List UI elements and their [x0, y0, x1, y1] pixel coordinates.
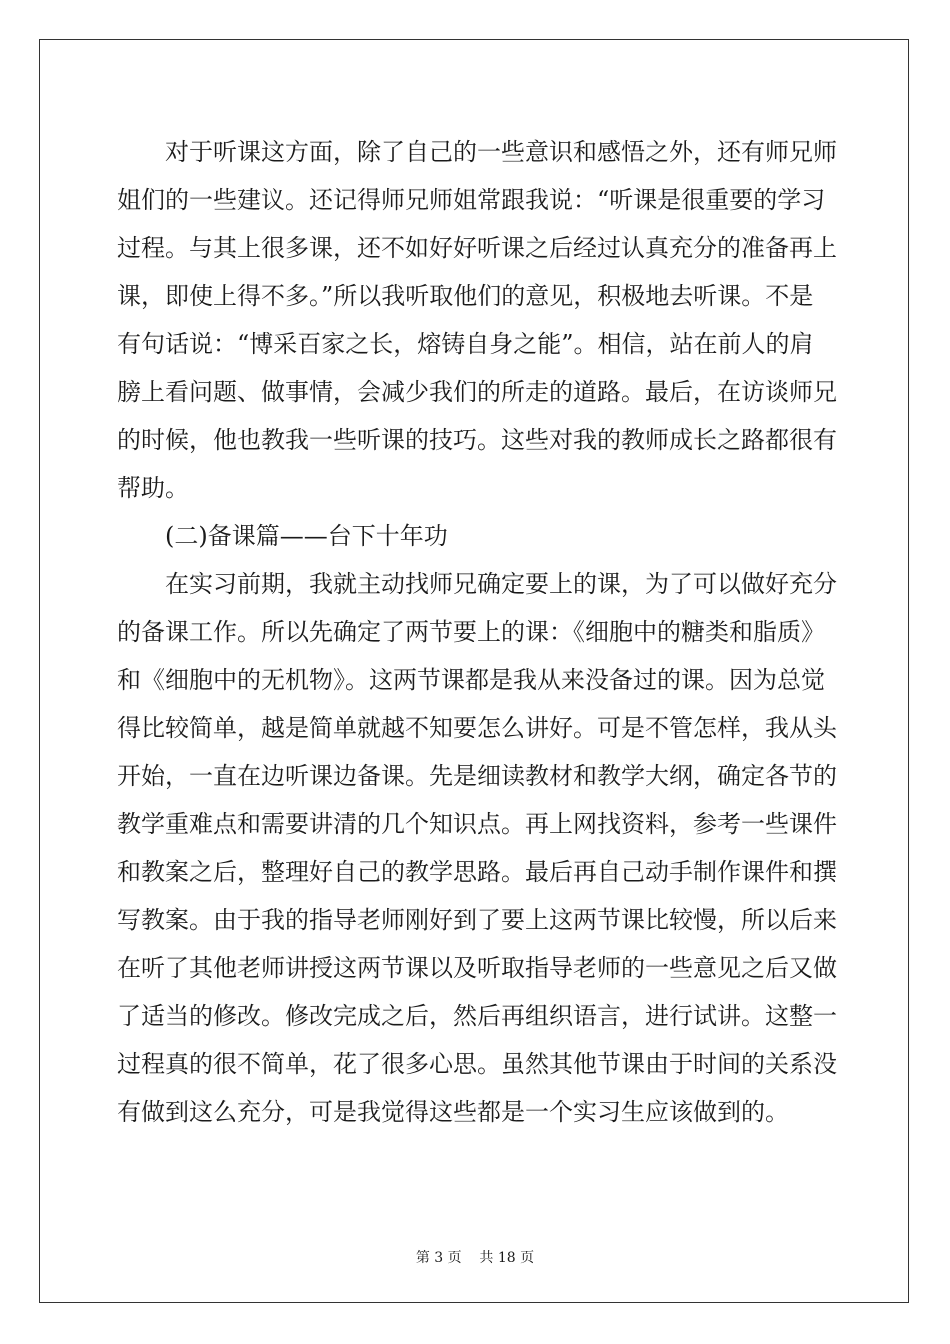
paragraph-line: 过程真的很不简单，花了很多心思。虽然其他节课由于时间的关系没 [117, 1050, 837, 1078]
paragraph-line: 的备课工作。所以先确定了两节要上的课：《细胞中的糖类和脂质》 [117, 618, 825, 646]
paragraph-line: 写教案。由于我的指导老师刚好到了要上这两节课比较慢，所以后来 [117, 906, 837, 934]
page-footer: 第 3 页 共 18 页 [415, 1250, 535, 1266]
paragraph-line: 得比较简单，越是简单就越不知要怎么讲好。可是不管怎样，我从头 [117, 714, 837, 742]
paragraph-line: 课，即使上得不多。”所以我听取他们的意见，积极地去听课。不是 [117, 282, 814, 310]
paragraph-line: 开始，一直在边听课边备课。先是细读教材和教学大纲，确定各节的 [117, 762, 837, 790]
paragraph-line: 的时候，他也教我一些听课的技巧。这些对我的教师成长之路都很有 [117, 426, 837, 454]
paragraph-line: 膀上看问题、做事情，会减少我们的所走的道路。最后，在访谈师兄 [117, 378, 837, 406]
document-body [117, 128, 837, 1136]
paragraph-line: 了适当的修改。修改完成之后，然后再组织语言，进行试讲。这整一 [117, 1002, 837, 1030]
paragraph-line: 姐们的一些建议。还记得师兄师姐常跟我说：“听课是很重要的学习 [117, 186, 826, 214]
paragraph-line: 和教案之后，整理好自己的教学思路。最后再自己动手制作课件和撰 [117, 858, 837, 886]
paragraph-line: 有做到这么充分，可是我觉得这些都是一个实习生应该做到的。 [117, 1098, 789, 1126]
section-heading: (二)备课篇——台下十年功 [165, 522, 448, 550]
paragraph-line: 对于听课这方面，除了自己的一些意识和感悟之外，还有师兄师 [165, 138, 837, 166]
paragraph-line: 在实习前期，我就主动找师兄确定要上的课，为了可以做好充分 [165, 570, 837, 598]
paragraph-line: 在听了其他老师讲授这两节课以及听取指导老师的一些意见之后又做 [117, 954, 837, 982]
paragraph-line: 教学重难点和需要讲清的几个知识点。再上网找资料，参考一些课件 [117, 810, 837, 838]
paragraph-line: 过程。与其上很多课，还不如好好听课之后经过认真充分的准备再上 [117, 234, 837, 262]
paragraph-line: 帮助。 [117, 474, 189, 502]
paragraph-line: 和《细胞中的无机物》。这两节课都是我从来没备过的课。因为总觉 [117, 666, 825, 694]
paragraph-line: 有句话说：“博采百家之长，熔铸自身之能”。相信，站在前人的肩 [117, 330, 814, 358]
